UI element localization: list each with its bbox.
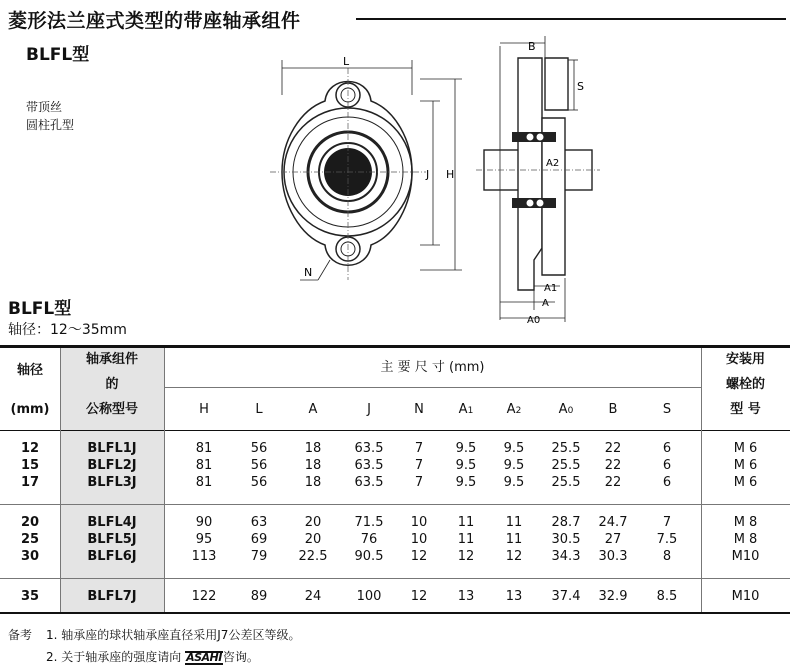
dim-value: 69: [250, 532, 268, 547]
col-bolt-header: 安装用: [725, 352, 765, 367]
note-2: [46, 648, 259, 665]
dim-value: 13: [505, 589, 523, 604]
bearing-section: [512, 132, 556, 142]
unit-model: BLFL1J: [87, 441, 137, 456]
dim-value: 9.5: [455, 475, 477, 490]
dim-label-n: N: [304, 266, 313, 279]
dim-value: 13: [457, 589, 475, 604]
note-2-text: 2. 关于轴承座的强度请向: [46, 650, 182, 664]
dim-value: 22.5: [298, 549, 328, 564]
group-divider-2: [0, 578, 790, 579]
dim-value: 81: [195, 441, 213, 456]
dim-value: 25.5: [551, 458, 581, 473]
table-bottom-rule: [0, 612, 790, 614]
dim-value: 113: [191, 549, 217, 564]
shaft-diameter: 17: [20, 475, 40, 490]
dim-label-a1: A1: [544, 283, 558, 294]
dim-header-a1: [441, 397, 491, 424]
technical-drawing: [270, 34, 600, 326]
dim-header-l: [234, 397, 284, 422]
shaft-diameter: 30: [20, 549, 40, 564]
dim-value: 11: [505, 532, 523, 547]
dim-value: 34.3: [551, 549, 581, 564]
catalog-title: 菱形法兰座式类型的带座轴承组件: [8, 10, 301, 32]
shaft-diameter: 12: [20, 441, 40, 456]
dim-header-letter: B: [608, 402, 618, 417]
dim-header-letter: S: [662, 402, 672, 417]
bolt-size: M 6: [733, 441, 758, 456]
dim-value: 18: [304, 475, 322, 490]
dim-label-h: H: [446, 168, 455, 181]
group-divider-1: [0, 504, 790, 505]
feature-set-screw: 带顶丝: [26, 100, 63, 114]
dim-header-subscript: 2: [515, 406, 522, 416]
dim-label-a2: A2: [546, 158, 560, 169]
dim-header-b: [588, 397, 638, 422]
set-screw-collar: [545, 58, 568, 110]
dim-value: 90.5: [354, 549, 384, 564]
dim-label-b: B: [528, 40, 536, 53]
flange-side: [518, 58, 542, 290]
dim-value: 9.5: [503, 441, 525, 456]
dim-value: 90: [195, 515, 213, 530]
dim-value: 37.4: [551, 589, 581, 604]
dim-header-letter: A: [308, 402, 318, 417]
dim-value: 25.5: [551, 441, 581, 456]
unit-model: BLFL7J: [87, 589, 137, 604]
dim-value: 71.5: [354, 515, 384, 530]
dim-value: 10: [410, 532, 428, 547]
notes-label: 备考: [8, 628, 33, 642]
dim-header-letter: L: [255, 402, 263, 417]
unit-model: BLFL2J: [87, 458, 137, 473]
dim-value: 100: [356, 589, 382, 604]
dim-value: 9.5: [503, 475, 525, 490]
dim-label-l: L: [343, 55, 350, 68]
col-unit-header-2: 的: [105, 377, 119, 392]
dim-value: 7: [414, 458, 424, 473]
dim-value: 122: [191, 589, 217, 604]
dim-value: 89: [250, 589, 268, 604]
dim-value: 30.3: [598, 549, 628, 564]
dim-value: 9.5: [455, 458, 477, 473]
dim-value: 6: [662, 475, 672, 490]
dim-value: 81: [195, 458, 213, 473]
col-bolt-header-3: 型 号: [730, 402, 761, 417]
bolt-size: M 6: [733, 475, 758, 490]
dim-value: 12: [457, 549, 475, 564]
unit-model: BLFL3J: [87, 475, 137, 490]
dim-header-s: [642, 397, 692, 422]
dim-value: 32.9: [598, 589, 628, 604]
dim-value: 76: [360, 532, 378, 547]
dim-value: 7: [662, 515, 672, 530]
dim-value: 11: [505, 515, 523, 530]
dim-value: 18: [304, 441, 322, 456]
section-title: BLFL型: [8, 299, 72, 319]
col-shaft-header: 轴径: [16, 363, 43, 378]
dim-value: 12: [410, 589, 428, 604]
dim-value: 30.5: [551, 532, 581, 547]
dim-value: 22: [604, 441, 622, 456]
dim-value: 28.7: [551, 515, 581, 530]
dim-value: 11: [457, 532, 475, 547]
dim-value: 56: [250, 441, 268, 456]
note-2-tail: 咨询。: [222, 650, 259, 664]
dim-header-letter: J: [367, 402, 371, 417]
dim-header-n: [394, 397, 444, 422]
dim-value: 22: [604, 475, 622, 490]
dim-label-j: J: [426, 168, 430, 181]
dim-value: 81: [195, 475, 213, 490]
shaft-diameter: 35: [20, 589, 40, 604]
dim-value: 20: [304, 532, 322, 547]
col-bolt-header-2: 螺栓的: [725, 377, 765, 392]
dim-header-h: [179, 397, 229, 422]
col-dims-title: 主 要 尺 寸 (mm): [380, 360, 485, 375]
note-1: 1. 轴承座的球状轴承座直径采用J7公差区等级。: [46, 628, 301, 642]
dim-value: 56: [250, 475, 268, 490]
title-rule: [356, 18, 786, 20]
dim-value: 6: [662, 458, 672, 473]
bolt-size: M 8: [733, 515, 758, 530]
dim-value: 9.5: [455, 441, 477, 456]
dim-value: 7.5: [656, 532, 678, 547]
col-unit-header-3: 公称型号: [85, 402, 138, 417]
dim-value: 63.5: [354, 441, 384, 456]
shaft-diameter: 15: [20, 458, 40, 473]
dim-header-a: [288, 397, 338, 422]
dim-header-j: [344, 397, 394, 422]
dim-label-s: S: [577, 80, 584, 93]
dim-value: 79: [250, 549, 268, 564]
dim-value: 10: [410, 515, 428, 530]
dim-header-subscript: 1: [467, 406, 474, 416]
dim-value: 63.5: [354, 458, 384, 473]
bolt-size: M 6: [733, 458, 758, 473]
dim-value: 24.7: [598, 515, 628, 530]
model-name: BLFL型: [26, 45, 90, 65]
dim-header-letter: A: [458, 402, 468, 417]
dim-value: 95: [195, 532, 213, 547]
shaft-range: 轴径：12～35mm: [8, 322, 127, 338]
bolt-size: M 8: [733, 532, 758, 547]
dim-value: 24: [304, 589, 322, 604]
asahi-logo: ASAHI: [186, 650, 222, 664]
dim-value: 18: [304, 458, 322, 473]
table-header-rule: [0, 430, 790, 431]
dim-value: 11: [457, 515, 475, 530]
dim-value: 20: [304, 515, 322, 530]
col-shaft-unit: (mm): [10, 402, 50, 417]
dim-header-subscript: 0: [567, 406, 574, 416]
unit-model: BLFL5J: [87, 532, 137, 547]
dim-value: 7: [414, 441, 424, 456]
dim-value: 12: [505, 549, 523, 564]
dim-header-letter: H: [199, 402, 209, 417]
shaft-diameter: 25: [20, 532, 40, 547]
dim-value: 27: [604, 532, 622, 547]
dim-value: 9.5: [503, 458, 525, 473]
feature-cylindrical-bore: 圆柱孔型: [26, 118, 75, 132]
dim-header-letter: N: [414, 402, 424, 417]
dim-value: 56: [250, 458, 268, 473]
dim-value: 8.5: [656, 589, 678, 604]
dim-header-a2: [489, 397, 539, 424]
dim-header-letter: A: [506, 402, 516, 417]
dim-value: 8: [662, 549, 672, 564]
dim-header-a0: [541, 397, 591, 424]
dim-label-a0: A0: [527, 315, 541, 326]
bolt-size: M10: [731, 589, 760, 604]
dim-label-a: A: [542, 298, 549, 309]
unit-model: BLFL6J: [87, 549, 137, 564]
bolt-size: M10: [731, 549, 760, 564]
dim-value: 63: [250, 515, 268, 530]
col-unit-header: 轴承组件: [85, 352, 138, 367]
dim-value: 25.5: [551, 475, 581, 490]
dim-value: 63.5: [354, 475, 384, 490]
dim-value: 12: [410, 549, 428, 564]
unit-model: BLFL4J: [87, 515, 137, 530]
shaft-diameter: 20: [20, 515, 40, 530]
dim-value: 7: [414, 475, 424, 490]
dim-header-letter: A: [558, 402, 568, 417]
dim-value: 6: [662, 441, 672, 456]
dim-value: 22: [604, 458, 622, 473]
